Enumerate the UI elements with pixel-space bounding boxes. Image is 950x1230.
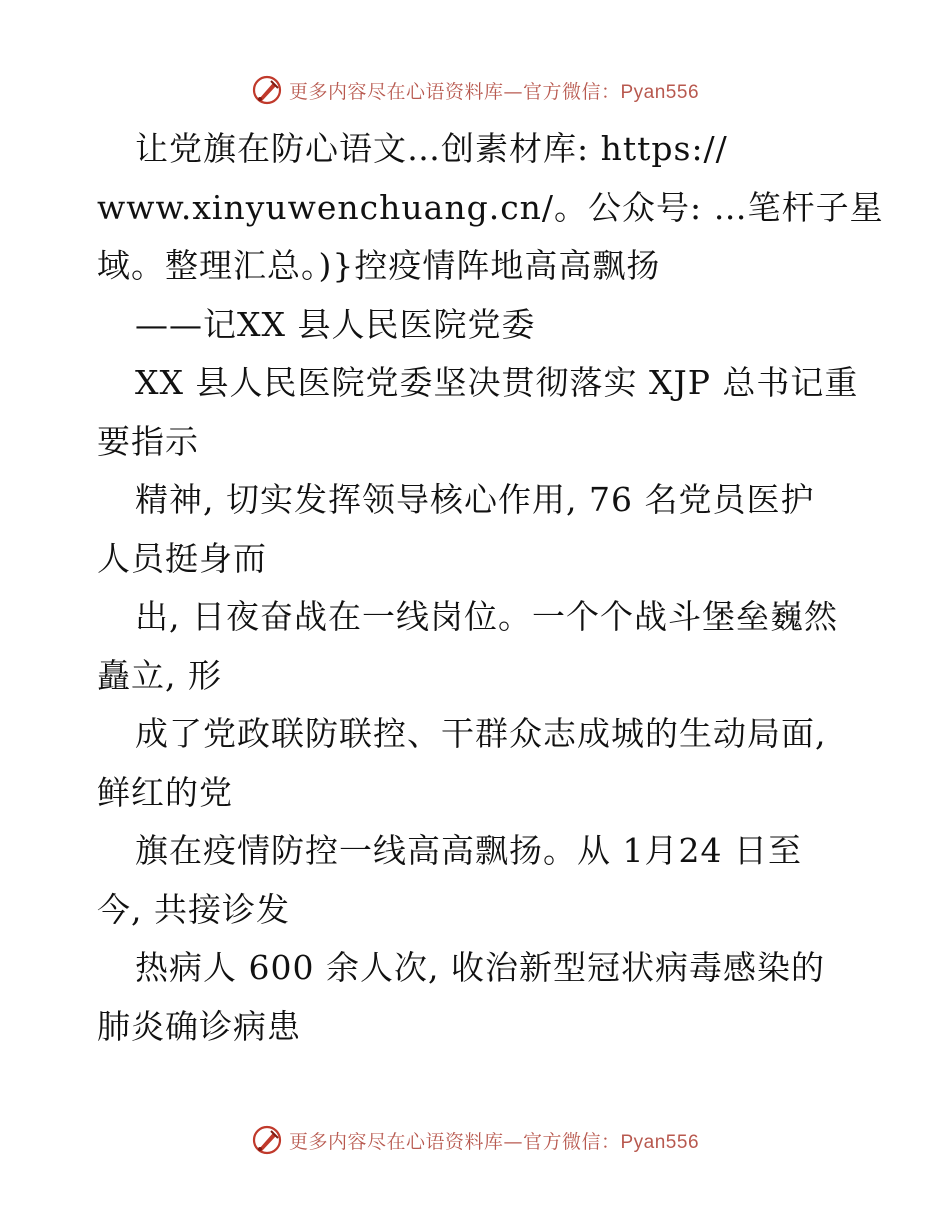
text-line: 要指示 bbox=[97, 421, 199, 461]
text-line: 出, 日夜奋战在一线岗位。一个个战斗堡垒巍然 bbox=[135, 597, 838, 636]
text-line: XX 县人民医院党委坚决贯彻落实 XJP 总书记重 bbox=[135, 363, 859, 402]
text-line: 旗在疫情防控一线高高飘扬。从 1月24 日至 bbox=[135, 831, 802, 870]
document-body bbox=[97, 120, 884, 1056]
text-line: 肺炎确诊病患 bbox=[97, 1006, 301, 1046]
text-line: 热病人 600 余人次, 收治新型冠状病毒感染的 bbox=[135, 948, 825, 987]
text-line: 让党旗在防心语文…创素材库: https:// bbox=[135, 129, 728, 168]
text-line: 成了党政联防联控、干群众志成城的生动局面, bbox=[135, 714, 827, 753]
text-line: 人员挺身而 bbox=[97, 538, 267, 578]
wechat-id: Pyan556 bbox=[620, 81, 700, 103]
quill-pen-circle-icon bbox=[251, 1124, 283, 1156]
watermark-text: 更多内容尽在心语资料库—官方微信：Pyan556 bbox=[288, 1130, 700, 1153]
text-line: 矗立, 形 bbox=[97, 655, 222, 695]
header-watermark-banner bbox=[0, 70, 950, 110]
watermark-text: 更多内容尽在心语资料库—官方微信：Pyan556 bbox=[288, 80, 700, 103]
text-line: 鲜红的党 bbox=[97, 772, 233, 812]
quill-pen-circle-icon bbox=[251, 74, 283, 106]
text-line: 今, 共接诊发 bbox=[97, 889, 290, 929]
text-line: 精神, 切实发挥领导核心作用, 76 名党员医护 bbox=[135, 480, 815, 519]
text-line: ——记XX 县人民医院党委 bbox=[135, 304, 536, 344]
wechat-id: Pyan556 bbox=[620, 1131, 700, 1153]
footer-watermark-banner bbox=[0, 1120, 950, 1160]
text-line: 域。整理汇总。)}控疫情阵地高高飘扬 bbox=[97, 246, 661, 285]
text-line: www.xinyuwenchuang.cn/。公众号: …笔杆子星 bbox=[97, 187, 884, 227]
